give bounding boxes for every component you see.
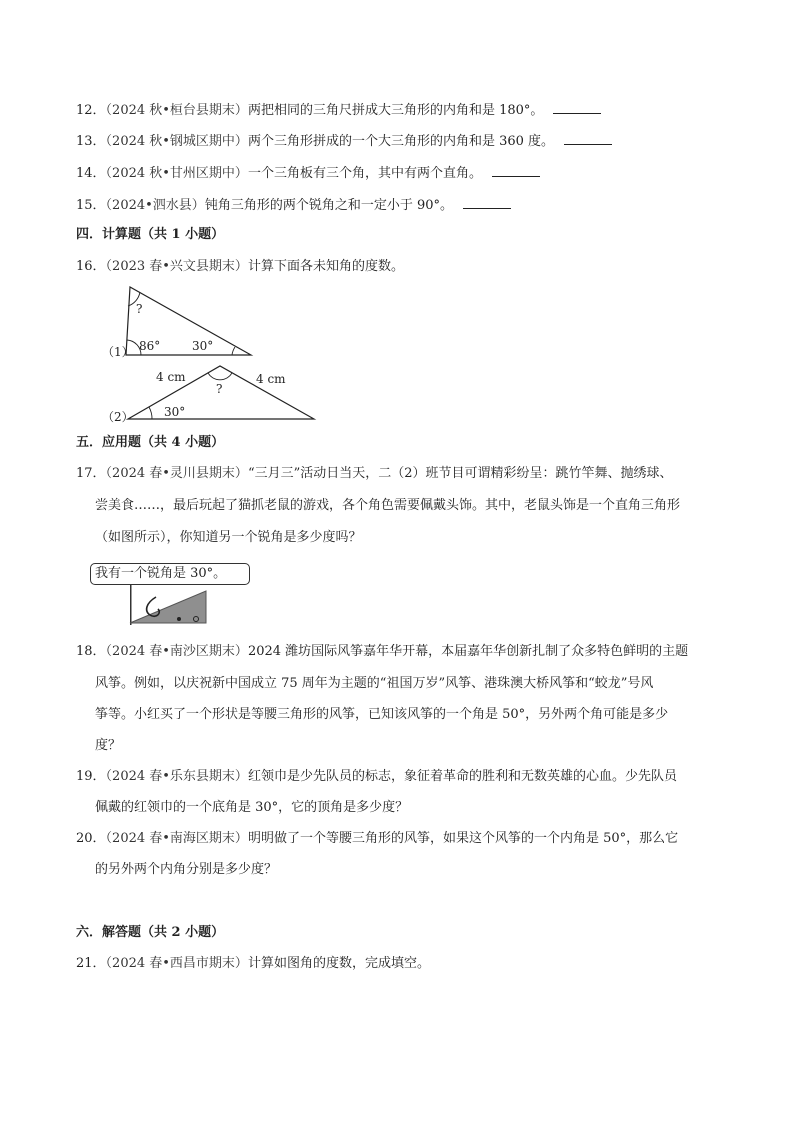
question-17-line-2: 尝美食……，最后玩起了猫抓老鼠的游戏，各个角色需要佩戴头饰。其中，老鼠头饰是一个直角三角形 <box>95 498 681 513</box>
question-16 <box>76 258 404 276</box>
question-text-line-1: “三月三”活动日当天，二（2）班节目可谓精彩纷呈：跳竹竿舞、抛绣球、 <box>247 466 673 481</box>
section-heading-6: 六．解答题（共 2 小题） <box>76 925 225 940</box>
question-number: 12． <box>76 103 106 118</box>
question-text: 一个三角板有三个角，其中有两个直角。 <box>247 166 482 181</box>
question-number: 16． <box>76 259 106 274</box>
question-text-line-1: 2024 潍坊国际风筝嘉年华开幕，本届嘉年华创新扎制了众多特色鲜明的主题 <box>247 644 689 659</box>
mouse-eye-icon <box>177 617 181 621</box>
question-number: 20． <box>76 831 106 846</box>
apex-angle-arc <box>208 373 232 380</box>
section-heading-5: 五．应用题（共 4 小题） <box>76 435 225 450</box>
question-19-line-2: 佩戴的红领巾的一个底角是 30°，它的顶角是多少度？ <box>95 800 409 815</box>
question-source: （2024 秋•桓台县期末） <box>105 103 248 118</box>
angle-86-label: 86° <box>139 339 161 353</box>
question-source: （2023 春•兴文县期末） <box>105 259 248 274</box>
right-angle-arc <box>232 347 235 355</box>
angle-30-label: 30° <box>164 405 186 419</box>
question-source: （2024 春•南海区期末） <box>105 831 248 846</box>
question-17-line-3: （如图所示），你知道另一个锐角是多少度吗？ <box>95 530 362 545</box>
left-side-label: 4 cm <box>156 370 186 384</box>
question-19 <box>76 768 677 786</box>
question-number: 21． <box>76 956 106 971</box>
base-angle-arc <box>149 407 152 419</box>
question-number: 15． <box>76 198 106 213</box>
question-20 <box>76 830 678 848</box>
question-text: 计算如图角的度数，完成填空。 <box>247 956 430 971</box>
question-13 <box>76 132 612 151</box>
speech-bubble: 我有一个锐角是 30°。 <box>90 563 250 585</box>
question-source: （2024 春•乐东县期末） <box>105 769 248 784</box>
question-number: 18． <box>76 644 106 659</box>
question-18-line-4: 度？ <box>95 738 122 753</box>
answer-blank[interactable] <box>564 132 612 145</box>
question-20-line-2: 的另外两个内角分别是多少度？ <box>95 862 278 877</box>
answer-blank[interactable] <box>463 196 511 209</box>
question-17 <box>76 465 673 483</box>
question-source: （2024 春•西昌市期末） <box>105 956 248 971</box>
question-18 <box>76 643 688 661</box>
question-text: 两个三角形拼成的一个大三角形的内角和是 360 度。 <box>247 134 555 149</box>
unknown-angle-mark: ? <box>216 382 223 396</box>
question-source: （2024 春•南沙区期末） <box>105 644 248 659</box>
question-text: 计算下面各未知角的度数。 <box>247 259 404 274</box>
question-text: 钝角三角形的两个锐角之和一定小于 90°。 <box>204 198 453 213</box>
question-number: 14． <box>76 166 106 181</box>
section-heading-4: 四．计算题（共 1 小题） <box>76 227 225 242</box>
angle-30-label: 30° <box>192 339 214 353</box>
triangle-figure-2 <box>96 362 326 424</box>
question-text: 两把相同的三角尺拼成大三角形的内角和是 180°。 <box>247 103 544 118</box>
figure-label: （2） <box>102 410 134 424</box>
question-18-line-3: 筝等。小红买了一个形状是等腰三角形的风筝，已知该风筝的一个角是 50°，另外两个角可能是多少 <box>95 707 669 722</box>
question-text-line-1: 明明做了一个等腰三角形的风筝，如果这个风筝的一个内角是 50°，那么它 <box>247 831 679 846</box>
question-source: （2024 秋•甘州区期中） <box>105 166 248 181</box>
question-source: （2024 秋•钢城区期中） <box>105 134 248 149</box>
question-21 <box>76 955 430 973</box>
figure-label: （1） <box>102 345 134 359</box>
mouse-headdress-figure <box>116 585 226 625</box>
right-triangle-headdress <box>130 591 206 623</box>
question-number: 13． <box>76 134 106 149</box>
question-source: （2024 春•灵川县期末） <box>105 466 248 481</box>
answer-blank[interactable] <box>553 101 601 114</box>
question-number: 17． <box>76 466 106 481</box>
question-text-line-1: 红领巾是少先队员的标志，象征着革命的胜利和无数英雄的心血。少先队员 <box>247 769 677 784</box>
question-source: （2024•泗水县） <box>105 198 205 213</box>
question-number: 19． <box>76 769 106 784</box>
question-18-line-2: 风筝。例如，以庆祝新中国成立 75 周年为主题的“祖国万岁”风筝、港珠澳大桥风筝和“蛟龙”号风 <box>95 676 654 691</box>
triangle-figure-1 <box>96 282 266 362</box>
unknown-angle-mark: ? <box>136 302 143 316</box>
right-side-label: 4 cm <box>256 372 286 386</box>
question-14 <box>76 164 540 183</box>
bubble-tail <box>130 585 132 625</box>
answer-blank[interactable] <box>492 164 540 177</box>
question-15 <box>76 196 511 215</box>
question-12 <box>76 101 601 120</box>
